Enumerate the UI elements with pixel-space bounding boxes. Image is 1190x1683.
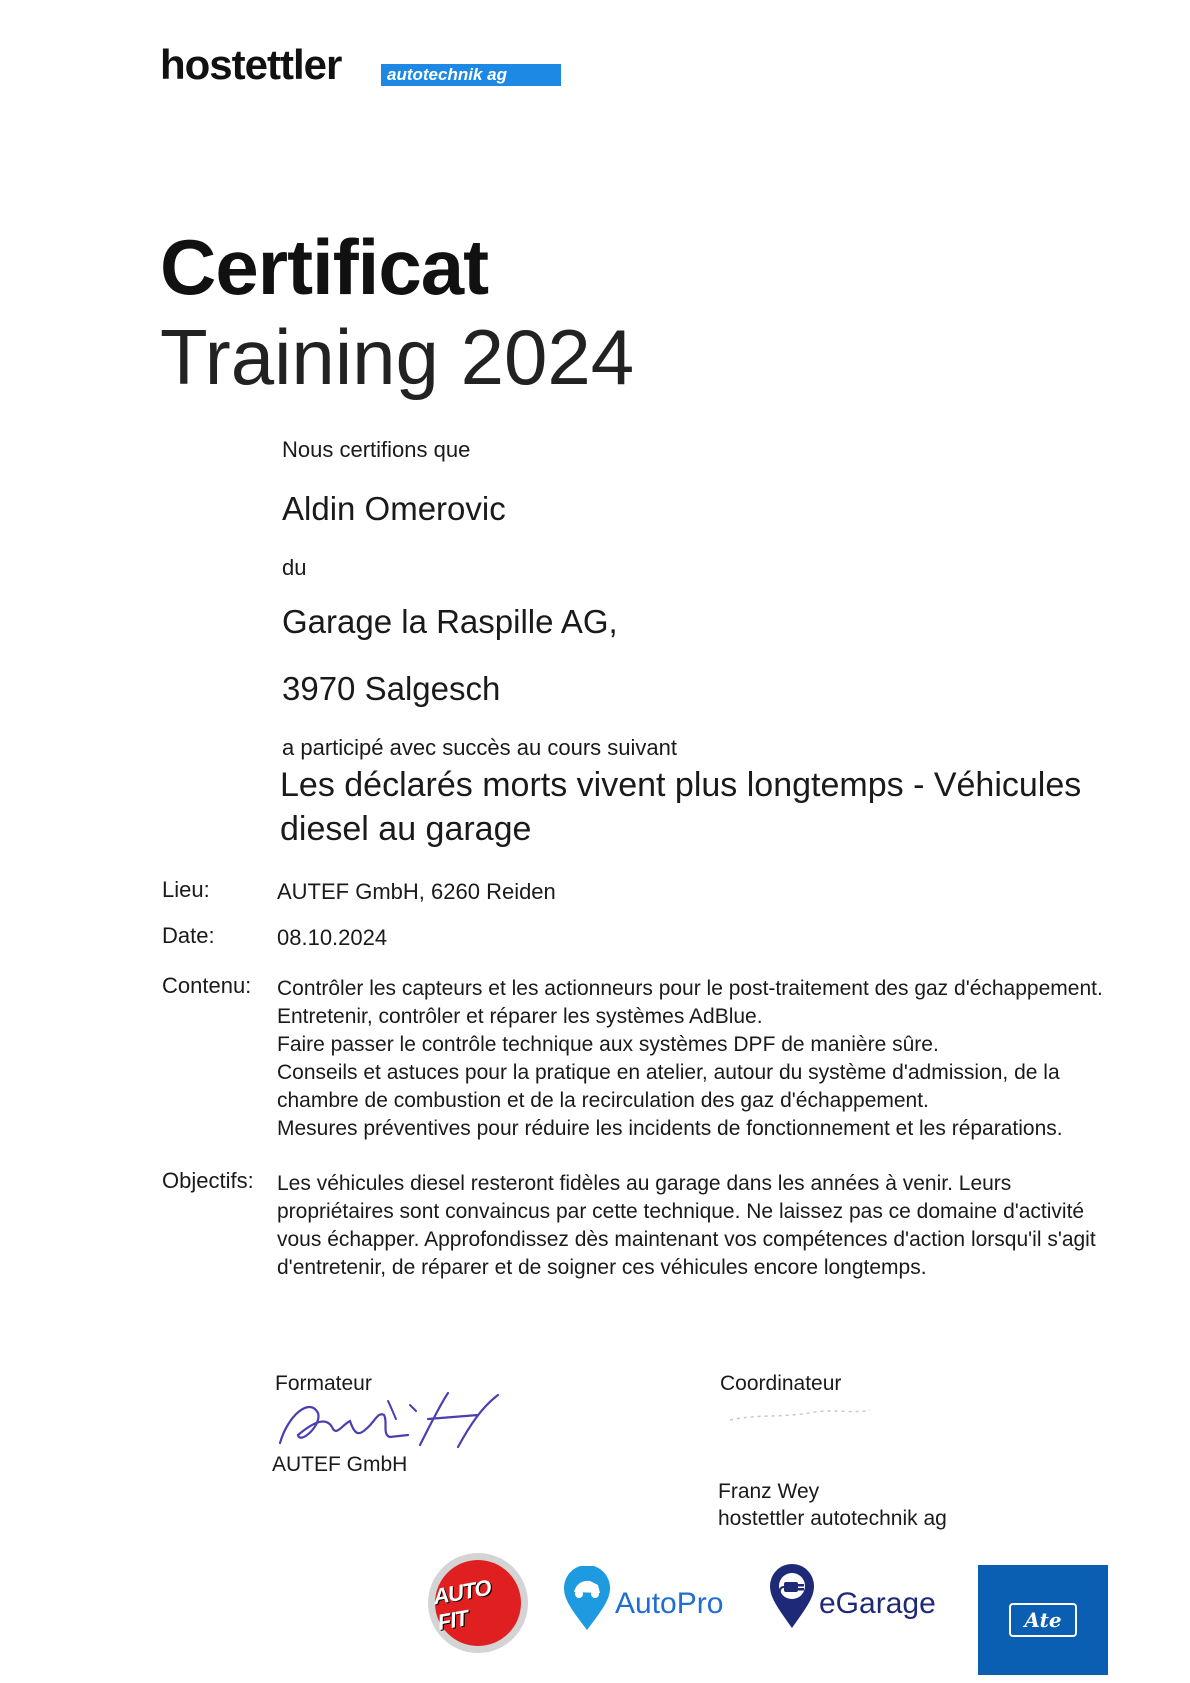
coordinator-name: Franz Wey [718,1480,820,1503]
content-line: Mesures préventives pour réduire les incidents de fonctionnement et les réparations. [277,1117,1063,1140]
objectives-line: vous échapper. Approfondissez dès maintenant vos compétences d'action lorsqu'il s'agit [277,1228,1096,1251]
company-city: 3970 Salgesch [282,670,501,707]
of-text: du [282,555,307,580]
ate-logo [978,1565,1108,1675]
date-value: 08.10.2024 [277,925,388,950]
objectives-line: d'entretenir, de réparer et de soigner ces véhicules encore longtemps. [277,1256,927,1279]
company-name: Garage la Raspille AG, [282,603,618,640]
autopro-pin-icon [562,1566,612,1632]
trainer-signature [270,1385,520,1460]
course-title [280,763,1140,851]
participation-text: a participé avec succès au cours suivant [282,735,677,760]
recipient-name: Aldin Omerovic [282,490,506,527]
certificate-subtitle: Training 2024 [160,313,635,401]
coordinator-label: Coordinateur [720,1372,842,1395]
trainer-organization: AUTEF GmbH [272,1453,408,1476]
content-line: Entretenir, contrôler et réparer les systèmes AdBlue. [277,1005,763,1028]
course-title-line-2: diesel au garage [280,810,532,848]
place-value: AUTEF GmbH, 6260 Reiden [277,879,556,904]
autopro-logo-text: AutoPro [615,1587,724,1620]
coordinator-signature [725,1400,875,1430]
content-line: chambre de combustion et de la recirculation des gaz d'échappement. [277,1089,929,1112]
egarage-plug-icon [768,1564,816,1630]
certificate-title: Certificat [160,223,489,311]
objectives-label: Objectifs: [162,1168,254,1193]
content-list [277,975,1157,1143]
content-line: Faire passer le contrôle technique aux systèmes DPF de manière sûre. [277,1033,939,1056]
ate-logo-badge: Ate [1009,1603,1077,1637]
content-label: Contenu: [162,973,252,998]
date-label: Date: [162,923,215,948]
coordinator-organization: hostettler autotechnik ag [718,1507,947,1530]
autofit-logo [428,1553,528,1653]
egarage-logo-text: eGarage [819,1587,936,1620]
autofit-logo-text: AUTO FIT [431,1574,493,1636]
intro-text: Nous certifions que [282,437,471,462]
objectives-line: Les véhicules diesel resteront fidèles au garage dans les années à venir. Leurs [277,1172,1012,1195]
objectives-text [277,1170,1157,1282]
content-line: Conseils et astuces pour la pratique en atelier, autour du système d'admission, de la [277,1061,1060,1084]
brand-logo-name: hostettler [160,41,342,88]
course-title-line-1: Les déclarés morts vivent plus longtemps - Véhicules [280,766,1082,804]
brand-logo-tagline: autotechnik ag [381,64,561,86]
place-label: Lieu: [162,877,210,902]
objectives-line: propriétaires sont convaincus par cette technique. Ne laissez pas ce domaine d'activité [277,1200,1085,1223]
trainer-label: Formateur [275,1372,372,1395]
content-line: Contrôler les capteurs et les actionneurs pour le post-traitement des gaz d'échappement. [277,977,1103,1000]
